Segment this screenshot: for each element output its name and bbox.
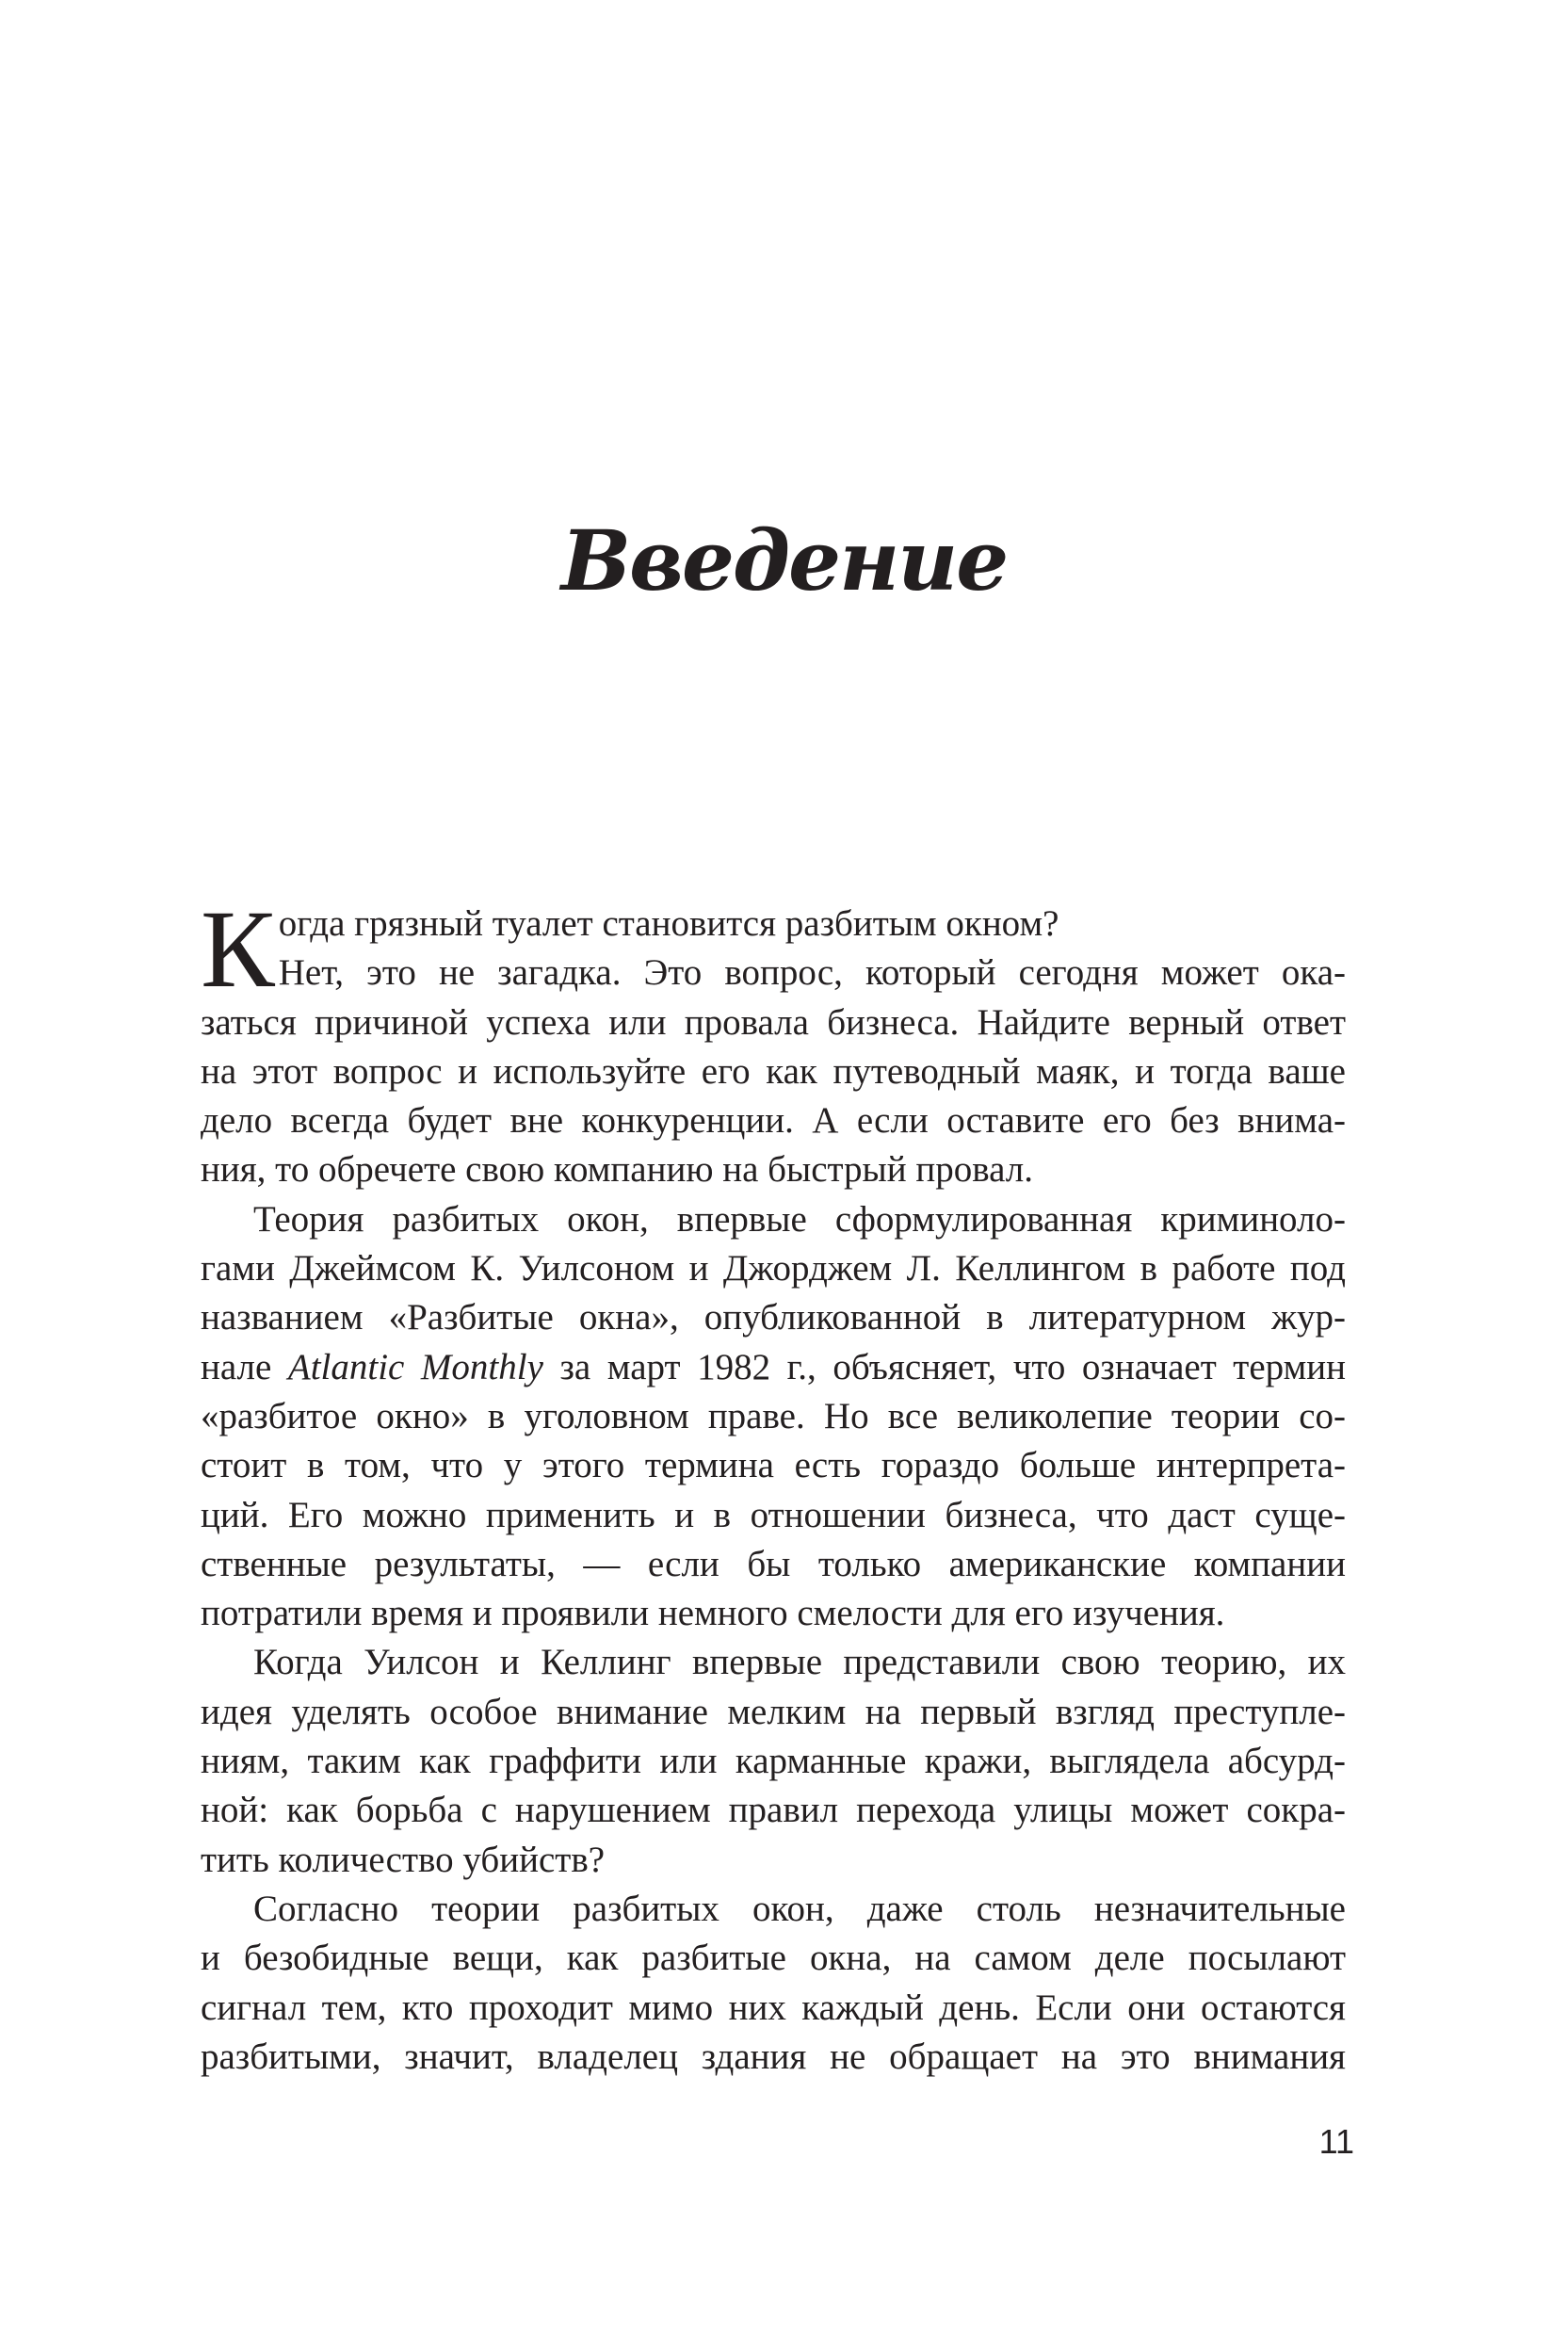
text-line: на этот вопрос и используйте его как путеводный маяк, и тогда ваше [201,1050,1346,1092]
paragraph-1 [201,887,1346,1195]
text-line: ниям, таким как граффити или карманные кражи, выглядела абсурд- [201,1741,1346,1782]
text-line: и безобидные вещи, как разбитые окна, на самом деле посылают [201,1938,1346,1979]
text-line: ственные результаты, — если бы только американские компании [201,1543,1346,1584]
text-line: дело всегда будет вне конкуренции. А если оставите его без внима- [201,1100,1346,1142]
text-line: огда грязный туалет становится разбитым окном? [278,903,1059,944]
chapter-title: Введение [560,511,1008,609]
body-text [201,887,1346,2082]
drop-cap: К [201,887,275,1011]
text-fragment: за март 1982 г., объясняет, что означает термин [542,1346,1346,1387]
text-line: стоит в том, что у этого термина есть гораздо больше интерпрета- [201,1445,1346,1486]
paragraph-2 [201,1195,1346,1639]
text-line: ния, то обречете свою компанию на быстрый провал. [201,1149,1033,1191]
text-line: Теория разбитых окон, впервые сформулированная криминоло- [253,1198,1346,1240]
text-line: гами Джеймсом К. Уилсоном и Джорджем Л. Келлингом в работе под [201,1248,1346,1290]
magazine-title: Atlantic Monthly [287,1346,543,1387]
text-line: «разбитое окно» в уголовном праве. Но все великолепие теории со- [201,1395,1346,1436]
paragraph-4 [201,1885,1346,2082]
page-number: 11 [1318,2122,1354,2161]
text-line: сигнал тем, кто проходит мимо них каждый день. Если они остаются [201,1987,1346,2028]
text-line: разбитыми, значит, владелец здания не обращает на это внимания [201,2036,1346,2077]
text-line: Согласно теории разбитых окон, даже столь незначительные [253,1888,1346,1929]
text-line: ной: как борьба с нарушением правил перехода улицы может сокра- [201,1790,1346,1831]
text-line: тить количество убийств? [201,1839,606,1880]
text-line [201,1343,1346,1392]
text-fragment: нале [201,1346,288,1387]
text-line: названием «Разбитые окна», опубликованной в литературном жур- [201,1297,1346,1338]
text-line: Когда Уилсон и Келлинг впервые представили свою теорию, их [253,1642,1346,1683]
text-line: потратили время и проявили немного смелости для его изучения. [201,1593,1225,1634]
text-line: идея уделять особое внимание мелким на первый взгляд преступле- [201,1691,1346,1732]
text-line: Нет, это не загадка. Это вопрос, который сегодня может ока- [278,952,1346,994]
text-line: заться причиной успеха или провала бизнеса. Найдите верный ответ [201,1001,1346,1043]
text-line: ций. Его можно применить и в отношении бизнеса, что даст суще- [201,1494,1346,1535]
paragraph-3 [201,1638,1346,1884]
